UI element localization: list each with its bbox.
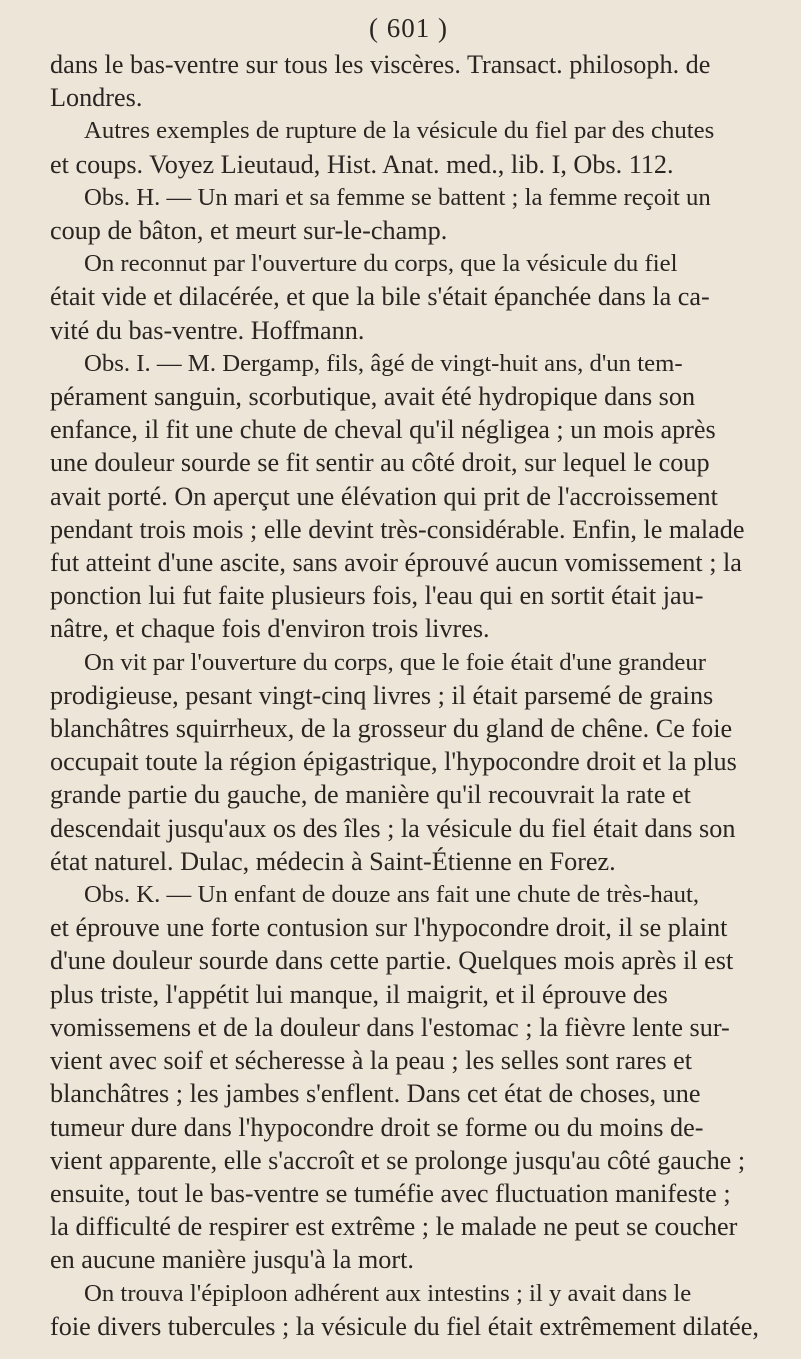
text-line: était vide et dilacérée, et que la bile s'était épanchée dans la ca- xyxy=(50,282,710,312)
text-line: On trouva l'épiploon adhérent aux intestins ; il y avait dans le xyxy=(84,1279,692,1307)
text-line: dans le bas-ventre sur tous les viscères. Transact. philosoph. de xyxy=(50,50,711,79)
paragraph xyxy=(50,114,767,180)
paragraph xyxy=(50,247,767,347)
text-line: Obs. H. — Un mari et sa femme se battent ; la femme reçoit un xyxy=(84,183,711,211)
text-line: On reconnut par l'ouverture du corps, que la vésicule du fiel xyxy=(84,250,678,278)
text-line: la difficulté de respirer est extrême ; le malade ne peut se coucher xyxy=(50,1212,738,1242)
text-body xyxy=(50,48,767,1343)
text-line: occupait toute la région épigastrique, l'hypocondre droit et la plus xyxy=(50,747,737,777)
paragraph xyxy=(50,181,767,247)
text-line: nâtre, et chaque fois d'environ trois livres. xyxy=(50,614,490,644)
text-line: Obs. I. — M. Dergamp, fils, âgé de vingt-huit ans, d'un tem- xyxy=(84,349,683,377)
text-line: enfance, il fit une chute de cheval qu'il négligea ; un mois après xyxy=(50,415,716,445)
text-line: et coups. Voyez Lieutaud, Hist. Anat. med., lib. I, Obs. 112. xyxy=(50,149,674,179)
text-line: vient avec soif et sécheresse à la peau ; les selles sont rares et xyxy=(50,1046,693,1076)
text-line: d'une douleur sourde dans cette partie. Quelques mois après il est xyxy=(50,946,734,976)
text-line: avait porté. On aperçut une élévation qui prit de l'accroissement xyxy=(50,481,718,511)
paragraph xyxy=(50,1277,767,1343)
text-line: Londres. xyxy=(50,83,143,113)
text-line: vomissemens et de la douleur dans l'estomac ; la fièvre lente sur- xyxy=(50,1012,730,1042)
text-line: vient apparente, elle s'accroît et se prolonge jusqu'au côté gauche ; xyxy=(50,1145,746,1175)
text-line: blanchâtres ; les jambes s'enflent. Dans cet état de choses, une xyxy=(50,1079,701,1109)
text-line: tumeur dure dans l'hypocondre droit se forme ou du moins de- xyxy=(50,1112,704,1142)
text-line: une douleur sourde se fit sentir au côté droit, sur lequel le coup xyxy=(50,448,710,478)
text-line: ensuite, tout le bas-ventre se tuméfie avec fluctuation manifeste ; xyxy=(50,1178,731,1208)
text-line: blanchâtres squirrheux, de la grosseur du gland de chêne. Ce foie xyxy=(50,714,733,744)
paragraph xyxy=(50,48,767,114)
text-line: coup de bâton, et meurt sur-le-champ. xyxy=(50,216,448,246)
text-line: pendant trois mois ; elle devint très-considérable. Enfin, le malade xyxy=(50,514,745,544)
text-line: pérament sanguin, scorbutique, avait été hydropique dans son xyxy=(50,382,696,412)
text-line: descendait jusqu'aux os des îles ; la vésicule du fiel était dans son xyxy=(50,813,736,843)
text-line: vité du bas-ventre. Hoffmann. xyxy=(50,315,365,345)
text-line: fut atteint d'une ascite, sans avoir éprouvé aucun vomissement ; la xyxy=(50,548,742,578)
page-number: ( 601 ) xyxy=(369,13,448,43)
text-line: état naturel. Dulac, médecin à Saint-Étienne en Forez. xyxy=(50,846,616,876)
text-line: grande partie du gauche, de manière qu'il recouvrait la rate et xyxy=(50,780,691,810)
text-line: ponction lui fut faite plusieurs fois, l'eau qui en sortit était jau- xyxy=(50,581,704,611)
paragraph xyxy=(50,878,767,1276)
text-line: prodigieuse, pesant vingt-cinq livres ; il était parsemé de grains xyxy=(50,680,714,710)
text-line: en aucune manière jusqu'à la mort. xyxy=(50,1245,414,1275)
paragraph xyxy=(50,347,767,646)
text-line: Obs. K. — Un enfant de douze ans fait une chute de très-haut, xyxy=(84,881,700,909)
text-line: plus triste, l'appétit lui manque, il maigrit, et il éprouve des xyxy=(50,979,668,1009)
text-line: foie divers tubercules ; la vésicule du fiel était extrêmement dilatée, xyxy=(50,1311,759,1341)
paragraph xyxy=(50,646,767,878)
text-line: et éprouve une forte contusion sur l'hypocondre droit, il se plaint xyxy=(50,913,728,943)
text-line: On vit par l'ouverture du corps, que le foie était d'une grandeur xyxy=(84,648,706,676)
text-line: Autres exemples de rupture de la vésicule du fiel par des chutes xyxy=(84,117,715,145)
